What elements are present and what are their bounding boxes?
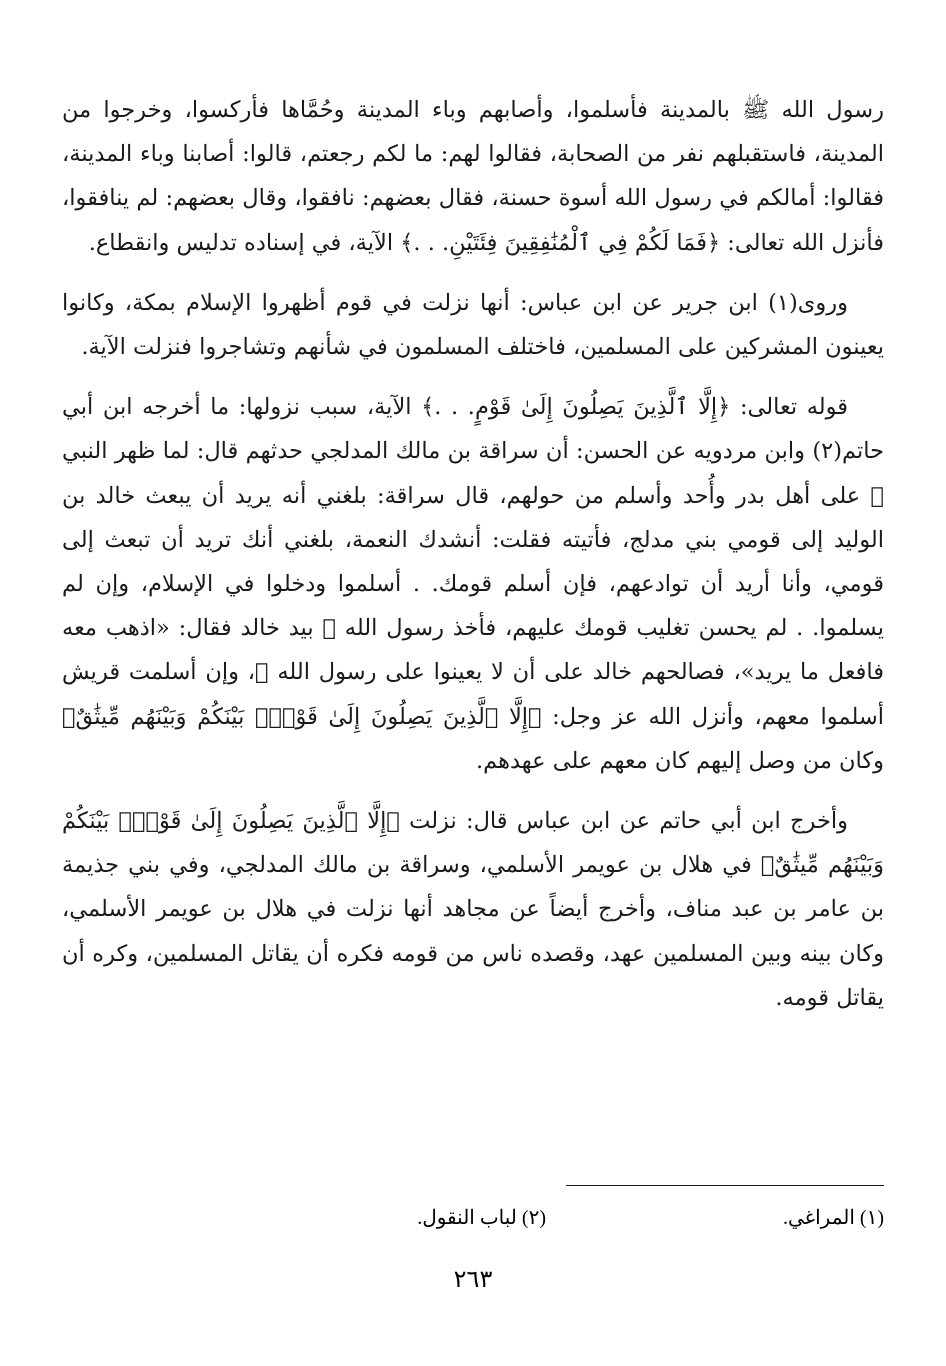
page-number: ٢٦٣ [453, 1267, 493, 1293]
footnote-divider [566, 1185, 884, 1186]
footnote-2: (٢) لباب النقول. [417, 1207, 546, 1229]
paragraph-4: وأخرج ابن أبي حاتم عن ابن عباس قال: نزلت ﴿إِلَّا ٱلَّذِينَ يَصِلُونَ إِلَىٰ قَوْمٍۭ بَيْنَكُمْ وَبَيْنَهُم مِّيثَٰقٌ﴾ في هلال بن عويمر الأسلمي، وسراقة بن مالك المدلجي، وفي بني جذيمة بن عامر بن عبد مناف، وأخرج أيضاً عن مجاهد أنها نزلت في هلال بن عويمر الأسلمي، وكان بينه وبين المسلمين عهد، وقصده ناس من قومه فكره أن يقاتل المسلمين، وكره أن يقاتل قومه. [62, 808, 884, 1011]
footnotes [62, 1200, 884, 1236]
paragraph-3: قوله تعالى: ﴿إِلَّا ٱلَّذِينَ يَصِلُونَ إِلَىٰ قَوْمٍ. . .﴾ الآية، سبب نزولها: ما أخرجه ابن أبي حاتم(٢) وابن مردويه عن الحسن: أن سراقة بن مالك المدلجي حدثهم قال: لما ظهر النبي ﷺ على أهل بدر وأُحد وأسلم من حولهم، قال سراقة: بلغني أنه يريد أن يبعث خالد بن الوليد إلى قومي بني مدلج، فأتيته فقلت: أنشدك النعمة، بلغني أنك تريد أن تبعث إلى قومي، وأنا أريد أن توادعهم، فإن أسلم قومك. . أسلموا ودخلوا في الإسلام، وإن لم يسلموا. . لم يحسن تغليب قومك عليهم، فأخذ رسول الله ﷺ بيد خالد فقال: «اذهب معه فافعل ما يريد»، فصالحهم خالد على أن لا يعينوا على رسول الله ﷺ، وإن أسلمت قريش أسلموا معهم، وأنزل الله عز وجل: ﴿إِلَّا ٱلَّذِينَ يَصِلُونَ إِلَىٰ قَوْمٍۭ بَيْنَكُمْ وَبَيْنَهُم مِّيثَٰقٌ﴾ وكان من وصل إليهم كان معهم على عهدهم. [62, 394, 884, 774]
paragraph-1: رسول الله ﷺ بالمدينة فأسلموا، وأصابهم وباء المدينة وحُمَّاها فأركسوا، وخرجوا من المدينة، فاستقبلهم نفر من الصحابة، فقالوا لهم: ما لكم رجعتم، قالوا: أصابنا وباء المدينة، فقالوا: أمالكم في رسول الله أسوة حسنة، فقال بعضهم: نافقوا، وقال بعضهم: لم ينافقوا، فأنزل الله تعالى: ﴿فَمَا لَكُمْ فِي ٱلْمُنَٰفِقِينَ فِئَتَيْنِ. . .﴾ الآية، في إسناده تدليس وانقطاع. [62, 97, 884, 256]
paragraph-2: وروى(١) ابن جرير عن ابن عباس: أنها نزلت في قوم أظهروا الإسلام بمكة، وكانوا يعينون المشركين على المسلمين، فاختلف المسلمون في شأنهم وتشاجروا فنزلت الآية. [62, 289, 884, 361]
footnote-1: (١) المراغي. [782, 1207, 884, 1229]
